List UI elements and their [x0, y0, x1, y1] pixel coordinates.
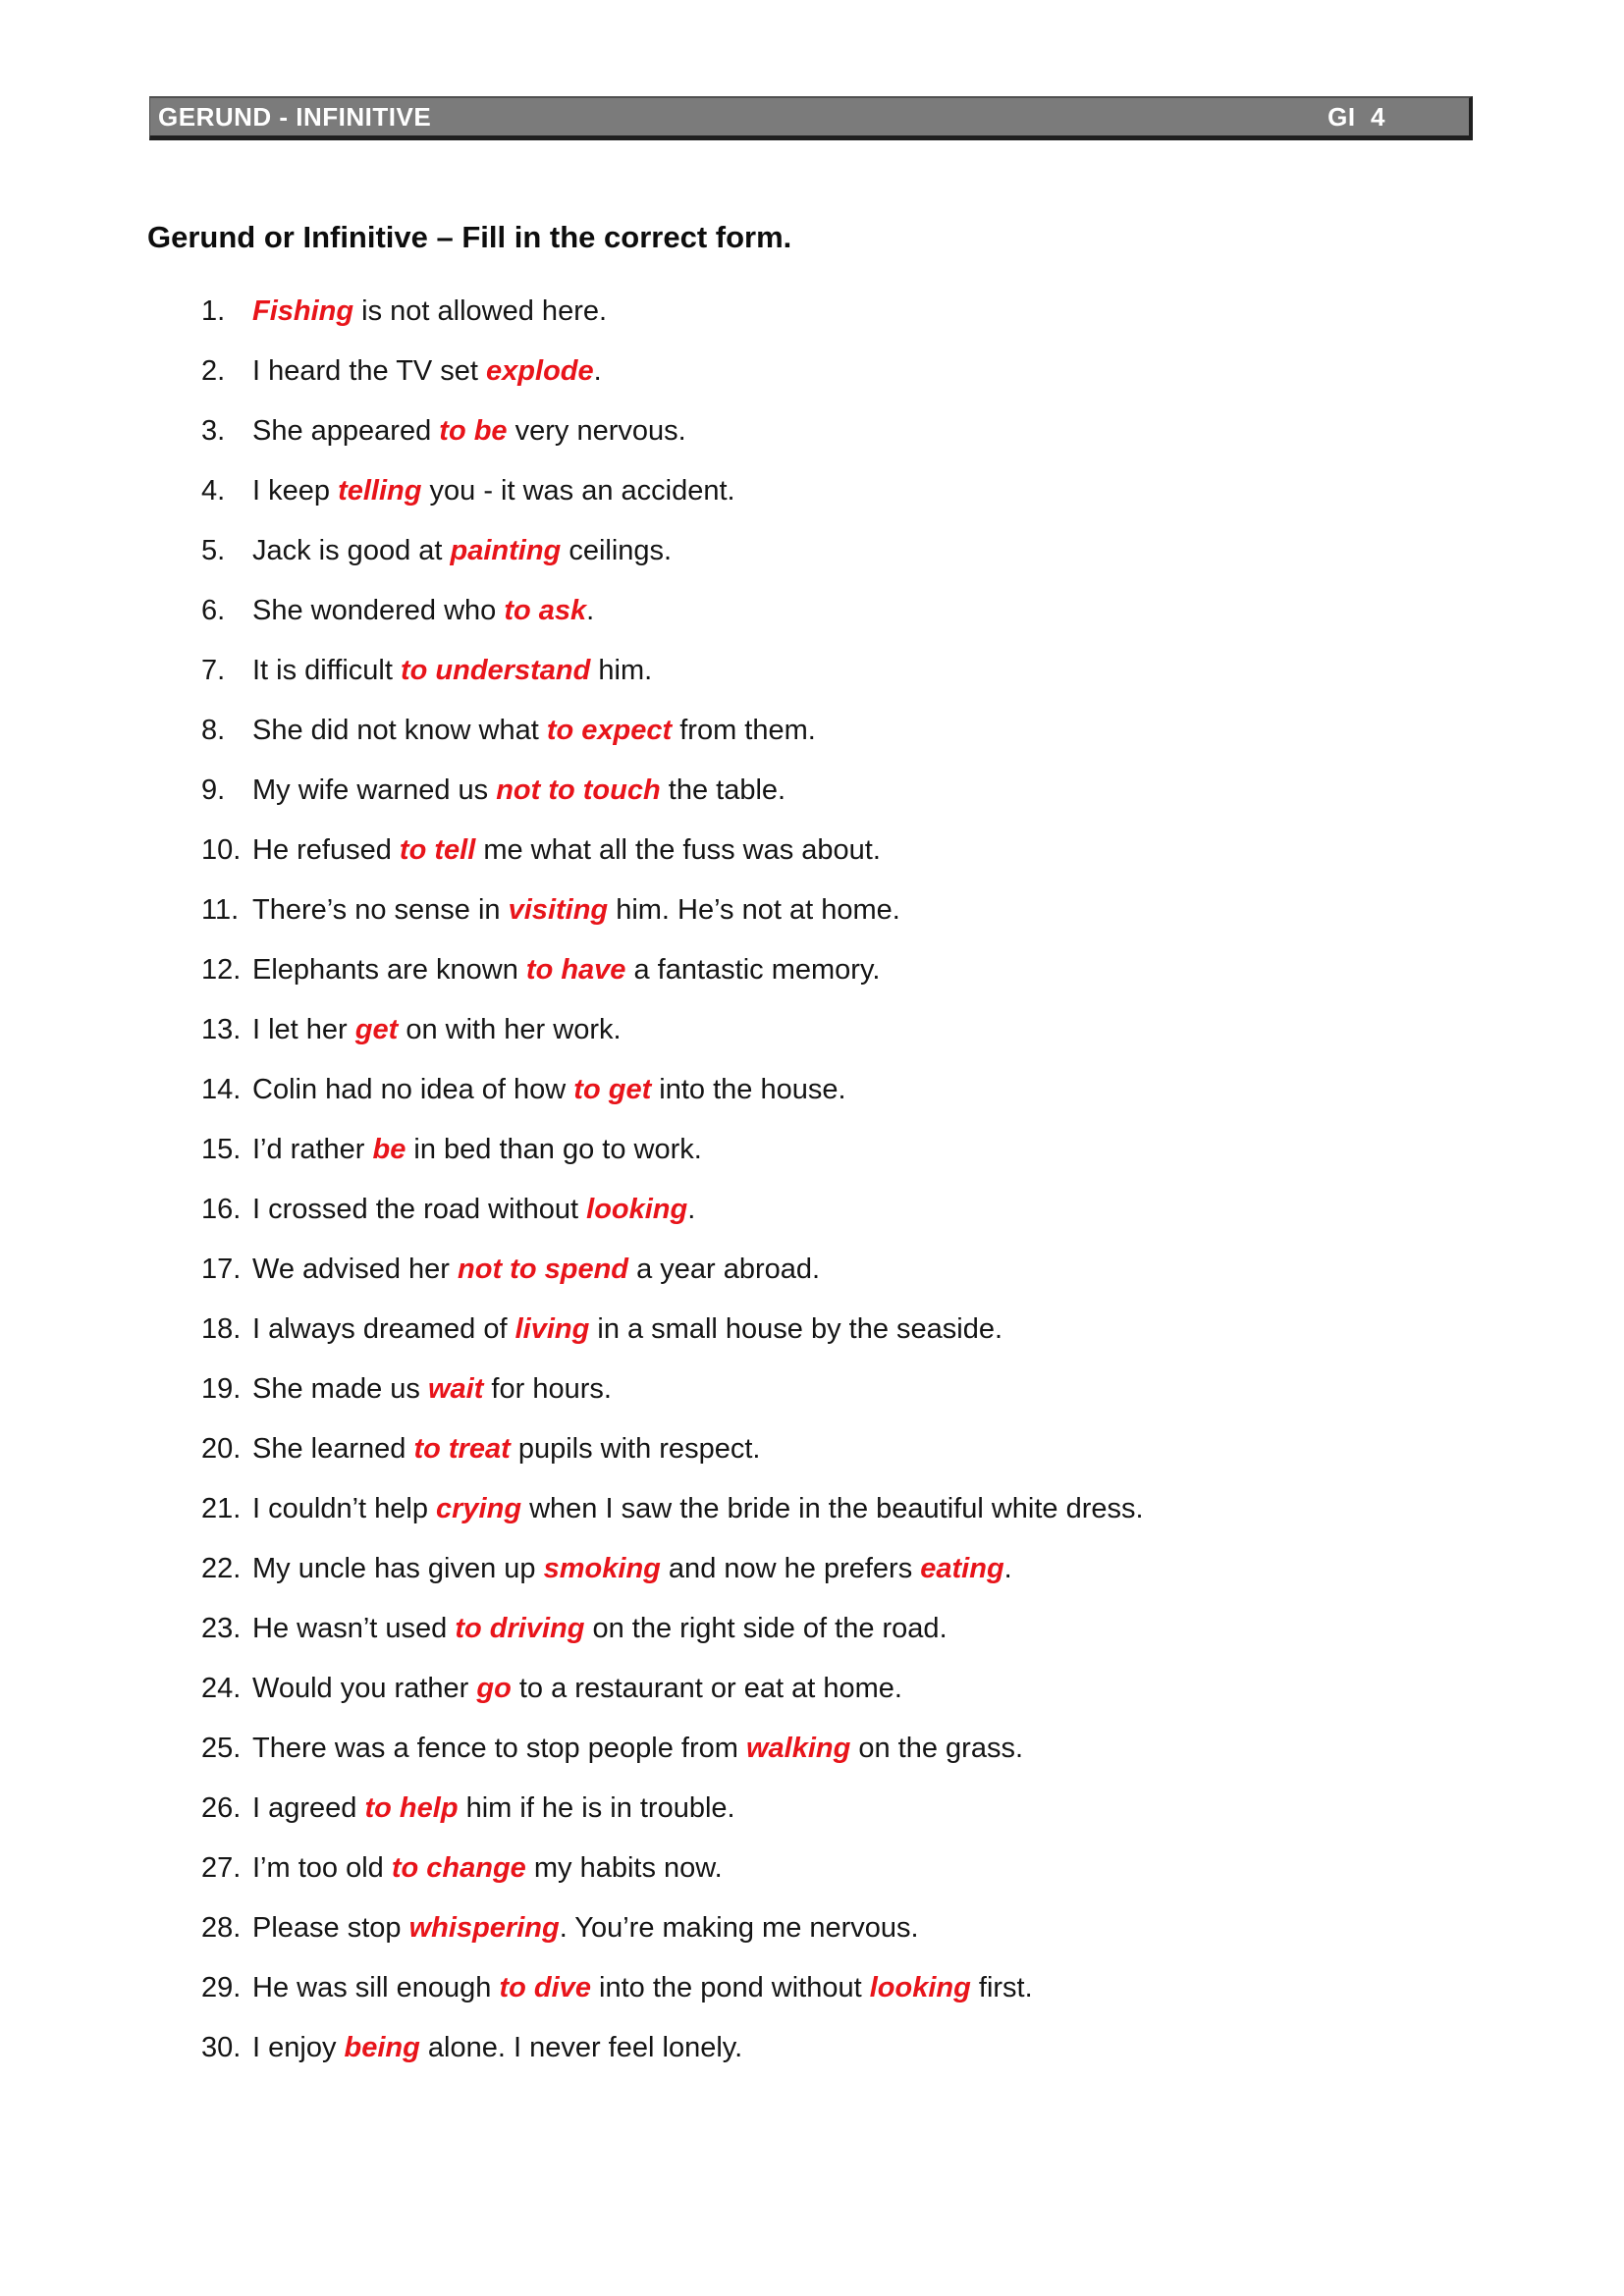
sentence-text: in a small house by the seaside. [589, 1313, 1003, 1345]
answer-text: to expect [546, 715, 673, 746]
item-number: 20. [201, 1433, 242, 1465]
item-number: 11. [201, 894, 240, 926]
answer-text: telling [338, 475, 422, 507]
sentence-text: I enjoy [252, 2032, 345, 2063]
item-sentence [252, 1075, 846, 1105]
item-sentence [252, 2033, 742, 2063]
sentence-text: on the grass. [850, 1733, 1024, 1764]
item-number: 12. [201, 954, 242, 986]
list-item [201, 1734, 1565, 1764]
list-item [201, 2033, 1565, 2063]
sentence-text: She learned [252, 1433, 414, 1465]
list-item [201, 1674, 1565, 1704]
sentence-text: Please stop [252, 1912, 409, 1944]
sentence-text: is not allowed here. [353, 295, 608, 327]
header-bar [149, 96, 1473, 140]
list-item [201, 1913, 1565, 1944]
list-item [201, 596, 1565, 626]
item-number: 23. [201, 1613, 242, 1644]
answer-text: being [344, 2032, 420, 2063]
sentence-text: . [1003, 1553, 1012, 1584]
list-item [201, 1853, 1565, 1884]
item-number: 9. [201, 774, 226, 806]
answer-text: to tell [399, 834, 476, 866]
answer-text: Fishing [252, 295, 354, 327]
item-number: 28. [201, 1912, 242, 1944]
sentence-text: for hours. [483, 1373, 612, 1405]
answer-text: to help [364, 1792, 459, 1824]
sentence-text: My wife warned us [252, 774, 497, 806]
sentence-text: I’d rather [252, 1134, 373, 1165]
answer-text: walking [745, 1733, 851, 1764]
sentence-text: him if he is in trouble. [458, 1792, 735, 1824]
exercise-list [201, 296, 1565, 2093]
item-number: 22. [201, 1553, 242, 1584]
item-number: 30. [201, 2032, 242, 2063]
sentence-text: from them. [672, 715, 816, 746]
sentence-text: him. He’s not at home. [608, 894, 900, 926]
item-sentence [252, 1135, 702, 1165]
sentence-text: He wasn’t used [252, 1613, 456, 1644]
answer-text: smoking [543, 1553, 661, 1584]
sentence-text: Colin had no idea of how [252, 1074, 574, 1105]
sentence-text: We advised her [252, 1254, 459, 1285]
item-sentence [252, 835, 881, 866]
list-item [201, 476, 1565, 507]
sentence-text: . [687, 1194, 696, 1225]
answer-text: eating [920, 1553, 1004, 1584]
list-item [201, 716, 1565, 746]
item-number: 13. [201, 1014, 242, 1045]
sentence-text: It is difficult [252, 655, 401, 686]
item-sentence [252, 775, 785, 806]
item-number: 5. [201, 535, 226, 566]
sentence-text: She appeared [252, 415, 440, 447]
item-sentence [252, 1314, 1002, 1345]
list-item [201, 1314, 1565, 1345]
item-number: 29. [201, 1972, 242, 2003]
answer-text: to treat [413, 1433, 511, 1465]
answer-text: visiting [508, 894, 609, 926]
item-number: 18. [201, 1313, 242, 1345]
sentence-text: She made us [252, 1373, 428, 1405]
item-sentence [252, 476, 735, 507]
sentence-text: I always dreamed of [252, 1313, 515, 1345]
answer-text: wait [427, 1373, 484, 1405]
item-sentence [252, 1913, 919, 1944]
item-sentence [252, 416, 686, 447]
sentence-text: I crossed the road without [252, 1194, 587, 1225]
sentence-text: me what all the fuss was about. [475, 834, 881, 866]
answer-text: to dive [499, 1972, 591, 2003]
sentence-text: I’m too old [252, 1852, 392, 1884]
item-sentence [252, 1734, 1023, 1764]
answer-text: not to touch [496, 774, 661, 806]
sentence-text: There was a fence to stop people from [252, 1733, 746, 1764]
sentence-text: . [593, 355, 602, 387]
item-sentence [252, 1195, 695, 1225]
sentence-text: on the right side of the road. [584, 1613, 947, 1644]
answer-text: go [476, 1673, 512, 1704]
answer-text: to get [573, 1074, 652, 1105]
item-sentence [252, 1255, 820, 1285]
answer-text: looking [586, 1194, 688, 1225]
item-number: 10. [201, 834, 242, 866]
sentence-text: I couldn’t help [252, 1493, 437, 1524]
answer-text: whispering [408, 1912, 560, 1944]
item-number: 1. [201, 295, 226, 327]
sentence-text: ceilings. [561, 535, 673, 566]
sentence-text: He refused [252, 834, 400, 866]
list-item [201, 1374, 1565, 1405]
sentence-text: Would you rather [252, 1673, 477, 1704]
sentence-text: I let her [252, 1014, 355, 1045]
answer-text: painting [450, 535, 562, 566]
item-sentence [252, 1674, 902, 1704]
item-number: 14. [201, 1074, 242, 1105]
list-item [201, 1494, 1565, 1524]
item-sentence [252, 1973, 1033, 2003]
sentence-text: pupils with respect. [510, 1433, 761, 1465]
answer-text: to change [391, 1852, 526, 1884]
list-item [201, 296, 1565, 327]
item-number: 15. [201, 1134, 242, 1165]
item-number: 17. [201, 1254, 242, 1285]
list-item [201, 1255, 1565, 1285]
item-sentence [252, 716, 816, 746]
sentence-text: into the house. [651, 1074, 846, 1105]
list-item [201, 536, 1565, 566]
sentence-text: a year abroad. [628, 1254, 821, 1285]
sentence-text: first. [970, 1972, 1033, 2003]
item-sentence [252, 895, 900, 926]
item-number: 2. [201, 355, 226, 387]
sentence-text: into the pond without [590, 1972, 870, 2003]
answer-text: to have [525, 954, 626, 986]
list-item [201, 895, 1565, 926]
answer-text: to understand [400, 655, 591, 686]
list-item [201, 1075, 1565, 1105]
item-number: 19. [201, 1373, 242, 1405]
list-item [201, 1434, 1565, 1465]
answer-text: living [514, 1313, 590, 1345]
item-sentence [252, 356, 602, 387]
item-sentence [252, 656, 652, 686]
item-number: 27. [201, 1852, 242, 1884]
sentence-text: . [586, 595, 595, 626]
list-item [201, 356, 1565, 387]
sentence-text: the table. [660, 774, 786, 806]
item-sentence [252, 1554, 1012, 1584]
item-sentence [252, 596, 594, 626]
item-number: 25. [201, 1733, 242, 1764]
list-item [201, 775, 1565, 806]
sentence-text: a fantastic memory. [625, 954, 881, 986]
list-item [201, 1554, 1565, 1584]
list-item [201, 656, 1565, 686]
answer-text: explode [486, 355, 594, 387]
list-item [201, 1135, 1565, 1165]
answer-text: to driving [455, 1613, 585, 1644]
list-item [201, 1015, 1565, 1045]
item-sentence [252, 1614, 947, 1644]
answer-text: not to spend [458, 1254, 629, 1285]
sentence-text: to a restaurant or eat at home. [511, 1673, 902, 1704]
answer-text: crying [436, 1493, 522, 1524]
item-number: 4. [201, 475, 226, 507]
item-sentence [252, 1015, 622, 1045]
sentence-text: She wondered who [252, 595, 505, 626]
sentence-text: My uncle has given up [252, 1553, 544, 1584]
item-sentence [252, 1434, 760, 1465]
item-number: 7. [201, 655, 226, 686]
item-number: 24. [201, 1673, 242, 1704]
sentence-text: my habits now. [525, 1852, 723, 1884]
sentence-text: you - it was an accident. [421, 475, 735, 507]
answer-text: to ask [504, 595, 587, 626]
sentence-text: alone. I never feel lonely. [419, 2032, 743, 2063]
item-number: 16. [201, 1194, 242, 1225]
sentence-text: in bed than go to work. [406, 1134, 702, 1165]
item-sentence [252, 536, 672, 566]
sentence-text: him. [590, 655, 653, 686]
header-code: GI 4 [1327, 101, 1385, 132]
item-number: 3. [201, 415, 226, 447]
header-title: GERUND - INFINITIVE [158, 101, 432, 132]
list-item [201, 1195, 1565, 1225]
sentence-text: He was sill enough [252, 1972, 500, 2003]
sentence-text: very nervous. [507, 415, 686, 447]
sentence-text: when I saw the bride in the beautiful white dress. [521, 1493, 1144, 1524]
list-item [201, 955, 1565, 986]
sentence-text: I keep [252, 475, 339, 507]
item-number: 26. [201, 1792, 242, 1824]
item-sentence [252, 1494, 1144, 1524]
list-item [201, 835, 1565, 866]
answer-text: get [354, 1014, 399, 1045]
sentence-text: Elephants are known [252, 954, 526, 986]
list-item [201, 416, 1565, 447]
sentence-text: and now he prefers [660, 1553, 921, 1584]
sentence-text: . You’re making me nervous. [559, 1912, 919, 1944]
sentence-text: She did not know what [252, 715, 547, 746]
item-sentence [252, 955, 880, 986]
sentence-text: Jack is good at [252, 535, 451, 566]
sentence-text: I agreed [252, 1792, 365, 1824]
sentence-text: on with her work. [398, 1014, 622, 1045]
sentence-text: There’s no sense in [252, 894, 509, 926]
item-sentence [252, 1853, 723, 1884]
answer-text: be [372, 1134, 406, 1165]
item-number: 21. [201, 1493, 242, 1524]
list-item [201, 1793, 1565, 1824]
answer-text: looking [869, 1972, 971, 2003]
item-number: 6. [201, 595, 226, 626]
list-item [201, 1614, 1565, 1644]
item-sentence [252, 1374, 612, 1405]
answer-text: to be [439, 415, 508, 447]
item-sentence [252, 296, 607, 327]
list-item [201, 1973, 1565, 2003]
item-number: 8. [201, 715, 226, 746]
sentence-text: I heard the TV set [252, 355, 487, 387]
page-title: Gerund or Infinitive – Fill in the correct form. [147, 220, 792, 254]
item-sentence [252, 1793, 735, 1824]
